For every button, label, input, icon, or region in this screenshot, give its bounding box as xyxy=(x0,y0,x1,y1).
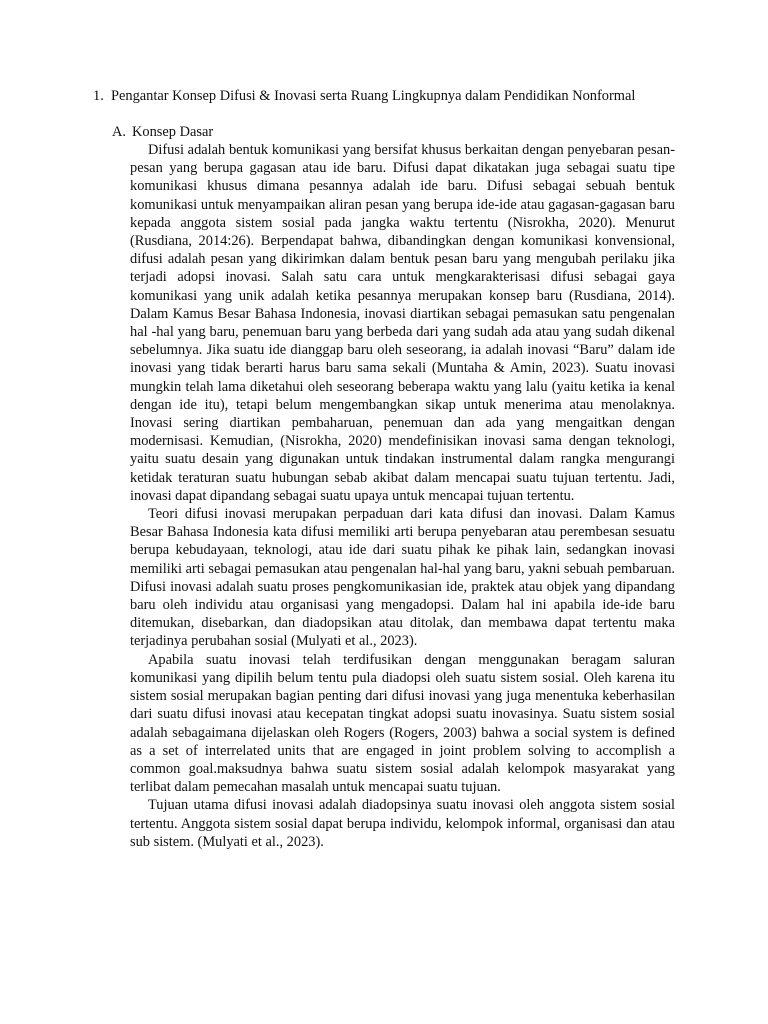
paragraph: Apabila suatu inovasi telah terdifusikan dengan menggunakan beragam saluran komunikasi yang dipilih belum tentu pula diadopsi oleh suatu sistem sosial. Oleh karena itu sistem sosial merupakan bagian penting dari difusi inovasi yang juga menentuka keberhasilan dari suatu difusi inovasi atau kecepatan tingkat adopsi suatu inovasinya. Suatu sistem sosial adalah sebagaimana dijelaskan oleh Rogers (Rogers, 2003) bahwa a social system is defined as a set of interrelated units that are engaged in joint problem solving to accomplish a common goal.maksudnya bahwa suatu sistem sosial adalah kelompok masyarakat yang terlibat dalam pemecahan masalah untuk mencapai suatu tujuan. xyxy=(130,651,675,796)
section-heading xyxy=(93,87,675,105)
paragraph: Teori difusi inovasi merupakan perpaduan dari kata difusi dan inovasi. Dalam Kamus Besar Bahasa Indonesia kata difusi memiliki arti berupa penyebaran atau perembesan sesuatu berupa kebudayaan, teknologi, atau ide dari suatu pihak ke pihak lain, sedangkan inovasi memiliki arti sebagai pemasukan atau pengenalan hal-hal yang baru, yakni sebuah pembaruan. Difusi inovasi adalah suatu proses pengkomunikasian ide, praktek atau objek yang dipandang baru oleh individu atau organisasi yang mengadopsi. Dalam hal ini apabila ide-ide baru ditemukan, disebarkan, dan diadopsikan atau ditolak, dan membawa dapat tertentu maka terjadinya perubahan sosial (Mulyati et al., 2023). xyxy=(130,506,675,650)
subsection-title: Konsep Dasar xyxy=(132,124,214,140)
section-title: Pengantar Konsep Difusi & Inovasi serta Ruang Lingkupnya dalam Pendidikan Nonformal xyxy=(111,88,636,104)
section-number: 1. xyxy=(93,88,104,104)
paragraph: Tujuan utama difusi inovasi adalah diadopsinya suatu inovasi oleh anggota sistem sosial tertentu. Anggota sistem sosial dapat berupa individu, kelompok informal, organisasi dan atau sub sistem. (Mulyati et al., 2023). xyxy=(130,797,675,850)
paragraph: Difusi adalah bentuk komunikasi yang bersifat khusus berkaitan dengan penyebaran pesan-pesan yang berupa gagasan atau ide baru. Difusi dapat dikatakan juga sebagai suatu tipe komunikasi khusus dimana pesannya adalah ide baru. Difusi sebagai sebuah bentuk komunikasi untuk menyampaikan aliran pesan yang berupa ide-ide atau gagasan-gagasan baru kepada anggota sistem sosial pada jangka waktu tertentu (Nisrokha, 2020). Menurut (Rusdiana, 2014:26). Berpendapat bahwa, dibandingkan dengan komunikasi konvensional, difusi adalah pesan yang dikirimkan dalam bentuk pesan baru yang mengubah perilaku jika terjadi adopsi inovasi. Salah satu cara untuk mengkarakterisasi difusi sebagai gaya komunikasi yang unik adalah ketika pesannya merupakan konsep baru (Rusdiana, 2014). Dalam Kamus Besar Bahasa Indonesia, inovasi diartikan sebagai pemasukan satu pengenalan hal -hal yang baru, penemuan baru yang berbeda dari yang sudah ada atau yang sudah dikenal sebelumnya. Jika suatu ide dianggap baru oleh seseorang, ia adalah inovasi “Baru” dalam ide inovasi yang tidak berarti harus baru sama sekali (Muntaha & Amin, 2023). Suatu inovasi mungkin telah lama diketahui oleh seseorang beberapa waktu yang lalu (yaitu ketika ia kenal dengan ide itu), tetapi belum mengembangkan sikap untuk menerima atau menolaknya. Inovasi sering diartikan pembaharuan, penemuan dan ada yang mengaitkan dengan modernisasi. Kemudian, (Nisrokha, 2020) mendefinisikan inovasi sama dengan teknologi, yaitu suatu desain yang digunakan untuk tindakan instrumental dalam rangka mengurangi ketidak teraturan suatu hubungan sebab akibat dalam mencapai suatu tujuan tertentu. Jadi, inovasi dapat dipandang sebagai suatu upaya untuk mencapai tujuan tertentu. xyxy=(130,142,675,504)
subsection-heading xyxy=(112,123,213,141)
subsection-letter: A. xyxy=(112,124,126,140)
body-text xyxy=(130,141,675,851)
